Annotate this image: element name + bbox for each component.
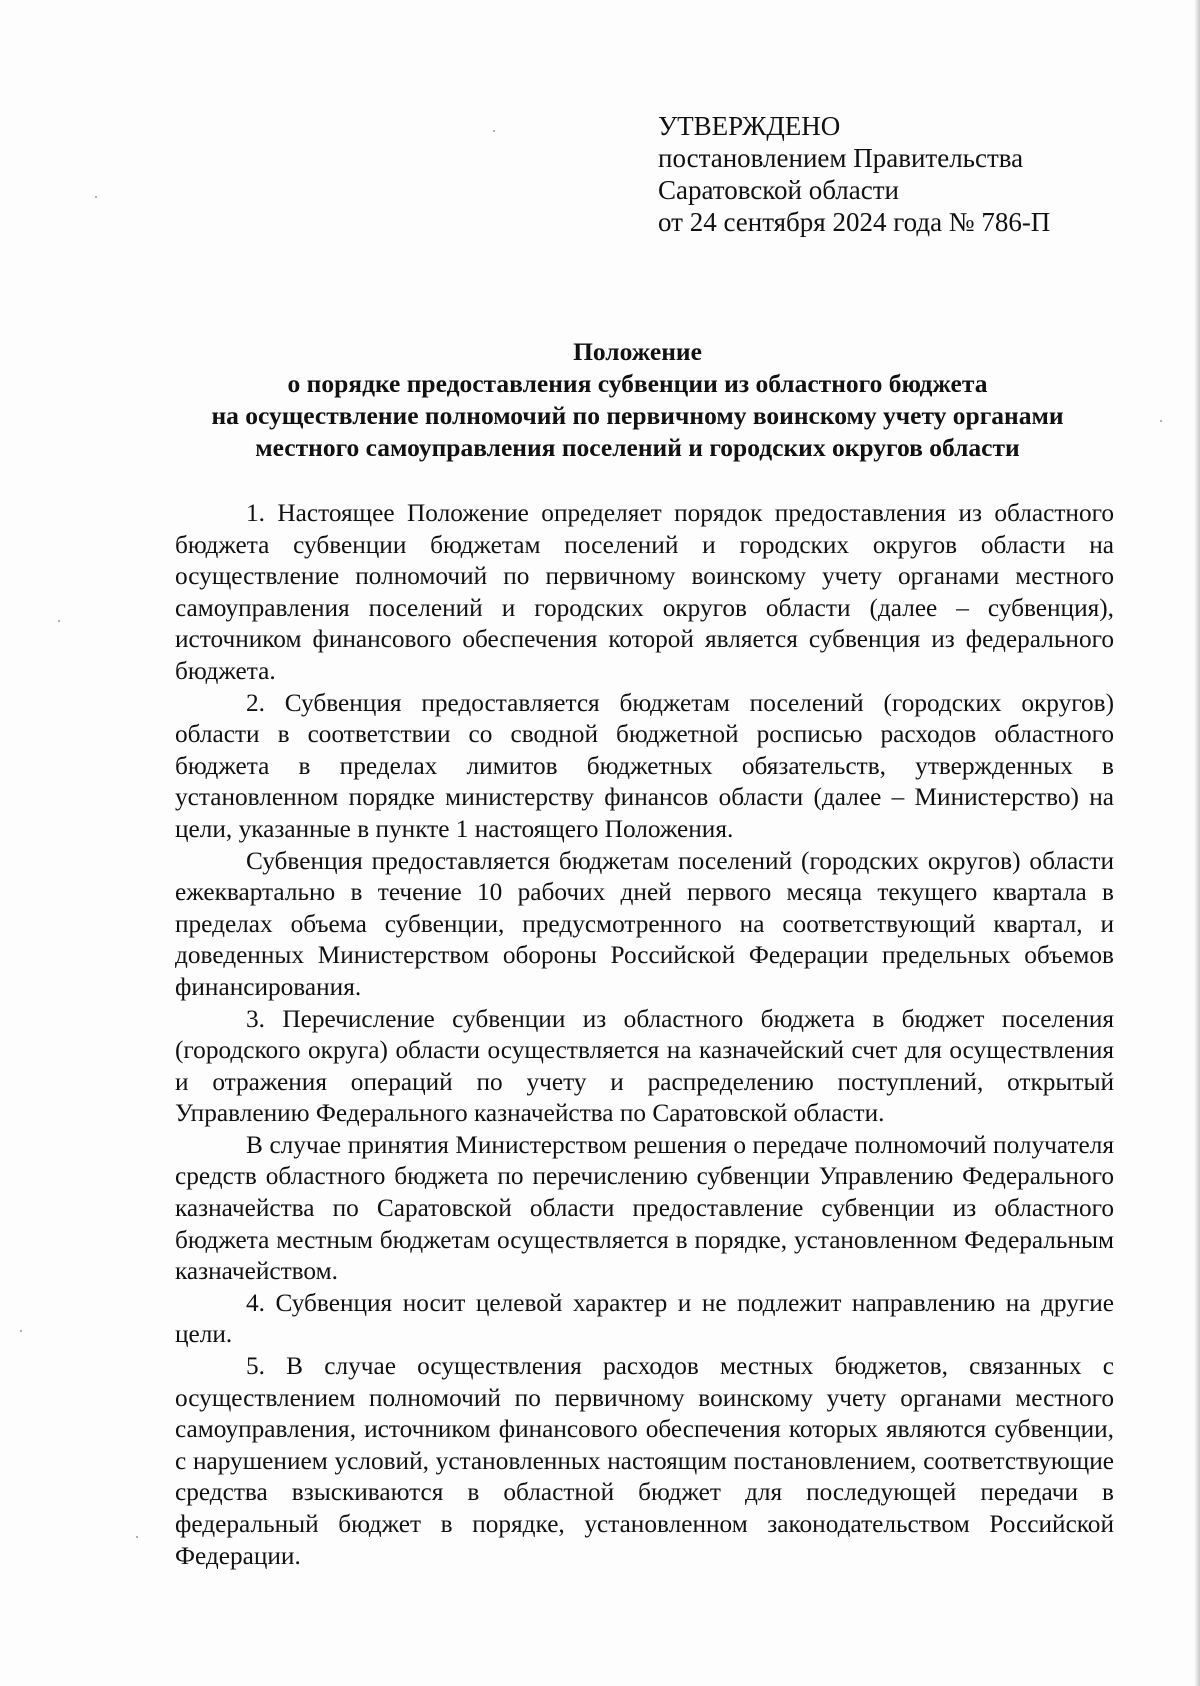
paragraph-3-continued: В случае принятия Министерством решения о передаче полномочий получателя средств областного бюджета по перечислению субвенции Управлению Федерального казначейства по Саратовской области предоставление субвенции из областного бюджета местным бюджетам осуществляется в порядке, установленном Федеральным казначейством. [175, 1130, 1114, 1286]
title-line-2: о порядке предоставления субвенции из областного бюджета [287, 369, 988, 398]
document-title [150, 336, 1125, 464]
approval-stamp-block [658, 110, 1098, 238]
scan-speck [136, 1536, 138, 1538]
scan-speck [95, 196, 97, 198]
paragraph-1: 1. Настоящее Положение определяет порядок предоставления из областного бюджета субвенции бюджетам поселений и городских округов области на осуществление полномочий по первичному воинскому учету органами местного самоуправления поселений и городских округов области (далее – субвенция), источником финансового обеспечения которой является субвенция из федерального бюджета. [175, 499, 1114, 685]
paragraph-2: 2. Субвенция предоставляется бюджетам поселений (городских округов) области в соответствии со сводной бюджетной росписью расходов областного бюджета в пределах лимитов бюджетных обязательств, утвержденных в установленном порядке министерству финансов области (далее – Министерство) на цели, указанные в пункте 1 настоящего Положения. [175, 688, 1114, 843]
title-line-1: Положение [573, 337, 702, 366]
title-line-3: на осуществление полномочий по первичному воинскому учету органами [211, 401, 1064, 430]
approval-line-2: Саратовской области [658, 175, 899, 205]
paragraph-3: 3. Перечисление субвенции из областного бюджета в бюджет поселения (городского округа) области осуществляется на казначейский счет для осуществления и отражения операций по учету и распределению поступлений, открытый Управлению Федерального казначейства по Саратовской области. [175, 1004, 1114, 1128]
approval-heading: УТВЕРЖДЕНО [658, 111, 841, 141]
approval-line-3: от 24 сентября 2024 года № 786-П [658, 207, 1051, 237]
scan-speck [493, 130, 495, 132]
scan-edge-shadow [1194, 0, 1200, 1686]
title-line-4: местного самоуправления поселений и городских округов области [255, 433, 1020, 462]
scan-speck [1160, 420, 1162, 422]
paragraph-2-continued: Субвенция предоставляется бюджетам поселений (городских округов) области ежеквартально в течение 10 рабочих дней первого месяца текущего квартала в пределах объема субвенции, предусмотренного на соответствующий квартал, и доведенных Министерством обороны Российской Федерации предельных объемов финансирования. [175, 846, 1114, 1001]
paragraph-5: 5. В случае осуществления расходов местных бюджетов, связанных с осуществлением полномочий по первичному воинскому учету органами местного самоуправления, источником финансового обеспечения которых являются субвенции, с нарушением условий, установленных настоящим постановлением, соответствующие средства взыскиваются в областной бюджет для последующей передачи в федеральный бюджет в порядке, установленном законодательством Российской Федерации. [175, 1352, 1114, 1570]
paragraph-4: 4. Субвенция носит целевой характер и не подлежит направлению на другие цели. [175, 1288, 1114, 1349]
scan-speck [20, 1330, 22, 1332]
scan-speck [58, 620, 60, 622]
approval-line-1: постановлением Правительства [658, 143, 1024, 173]
document-body [175, 498, 1114, 1572]
